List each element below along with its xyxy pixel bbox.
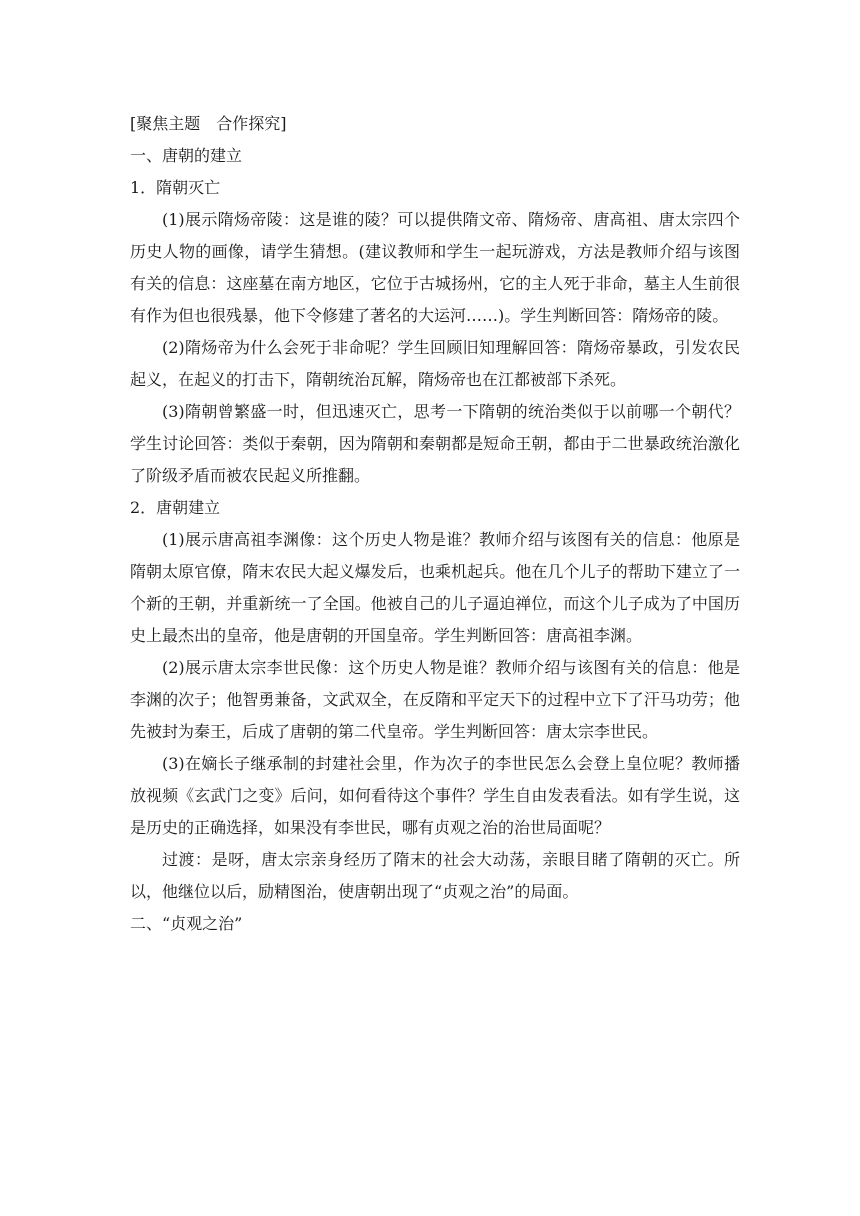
paragraph-4: (1)展示唐高祖李渊像：这个历史人物是谁？教师介绍与该图有关的信息：他原是隋朝太原官僚，隋末农民大起义爆发后，也乘机起兵。他在几个儿子的帮助下建立了一个新的王朝，并重新统一了全国。他被自己的儿子逼迫禅位，而这个儿子成为了中国历史上最杰出的皇帝，他是唐朝的开国皇帝。学生判断回答：唐高祖李渊。 [130, 530, 740, 645]
paragraph-1: (1)展示隋炀帝陵：这是谁的陵？可以提供隋文帝、隋炀帝、唐高祖、唐太宗四个历史人物的画像，请学生猜想。(建议教师和学生一起玩游戏，方法是教师介绍与该图有关的信息：这座墓在南方地区，它位于古城扬州，它的主人死于非命，墓主人生前很有作为但也很残暴，他下令修建了著名的大运河……)。学生判断回答：隋炀帝的陵。 [130, 210, 740, 325]
paragraph-2: (2)隋炀帝为什么会死于非命呢？学生回顾旧知理解回答：隋炀帝暴政，引发农民起义，在起义的打击下，隋朝统治瓦解，隋炀帝也在江都被部下杀死。 [130, 338, 740, 389]
paragraph-7: 过渡：是呀，唐太宗亲身经历了隋末的社会大动荡，亲眼目睹了隋朝的灭亡。所以，他继位以后，励精图治，使唐朝出现了“贞观之治”的局面。 [130, 850, 740, 901]
part2-title: 二、“贞观之治” [130, 914, 243, 933]
part1-title: 一、唐朝的建立 [130, 146, 243, 165]
document-body [130, 108, 740, 940]
sub2-title: 2．唐朝建立 [130, 498, 221, 517]
paragraph-3: (3)隋朝曾繁盛一时，但迅速灭亡，思考一下隋朝的统治类似于以前哪一个朝代？学生讨论回答：类似于秦朝，因为隋朝和秦朝都是短命王朝，都由于二世暴政统治激化了阶级矛盾而被农民起义所推翻。 [130, 402, 740, 485]
paragraph-6: (3)在嫡长子继承制的封建社会里，作为次子的李世民怎么会登上皇位呢？教师播放视频《玄武门之变》后问，如何看待这个事件？学生自由发表看法。如有学生说，这是历史的正确选择，如果没有李世民，哪有贞观之治的治世局面呢？ [130, 754, 740, 837]
paragraph-5: (2)展示唐太宗李世民像：这个历史人物是谁？教师介绍与该图有关的信息：他是李渊的次子；他智勇兼备，文武双全，在反隋和平定天下的过程中立下了汗马功劳；他先被封为秦王，后成了唐朝的第二代皇帝。学生判断回答：唐太宗李世民。 [130, 658, 740, 741]
section-header: [聚焦主题 合作探究] [130, 114, 287, 133]
sub1-title: 1．隋朝灭亡 [130, 178, 221, 197]
